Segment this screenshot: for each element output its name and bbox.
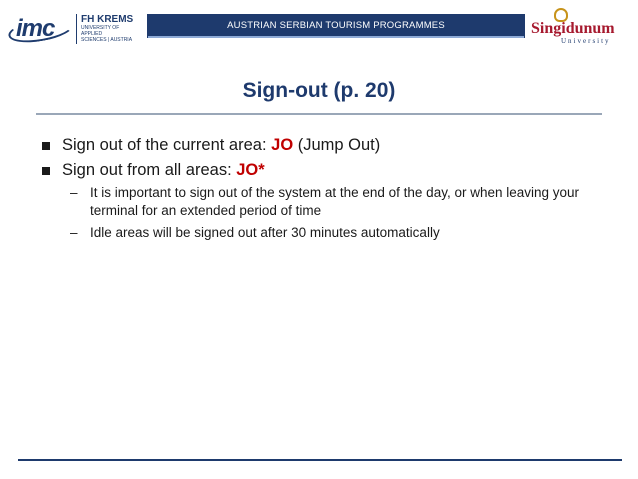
bullet-current-area: [40, 134, 610, 156]
command-code: JO: [271, 136, 294, 154]
bullet-text: Sign out from all areas:: [62, 161, 237, 179]
banner-accent-line: [148, 36, 524, 38]
title-divider: [36, 113, 602, 115]
header: [0, 0, 638, 50]
square-bullet-icon: [42, 142, 50, 150]
singidunum-sub: University: [561, 37, 611, 45]
fh-logo-line1: FH KREMS: [81, 14, 134, 25]
fh-krems-logo: [76, 14, 138, 44]
singidunum-logo: [531, 8, 635, 48]
slide-title: Sign-out (p. 20): [242, 79, 396, 102]
singidunum-name: Singidunum: [531, 20, 615, 37]
bullet-all-areas: [40, 159, 610, 181]
imc-logo-text: imc: [16, 15, 55, 42]
sub-bullet-sign-out-advice: [70, 184, 610, 220]
programme-banner: AUSTRIAN SERBIAN TOURISM PROGRAMMES: [147, 14, 525, 38]
command-code: JO*: [236, 161, 265, 179]
slide-content: [40, 134, 610, 246]
sub-bullet-idle-timeout: [70, 224, 610, 242]
bullet-text: Sign out of the current area:: [62, 136, 272, 154]
imc-logo: [8, 17, 74, 43]
square-bullet-icon: [42, 167, 50, 175]
dash-bullet-icon: –: [70, 185, 78, 200]
fh-logo-line2: UNIVERSITY OF APPLIED: [81, 25, 120, 37]
bullet-suffix: (Jump Out): [293, 136, 381, 154]
sub-bullet-list: [70, 184, 610, 242]
sub-bullet-text: Idle areas will be signed out after 30 minutes automatically: [90, 225, 440, 240]
fh-logo-line3: SCIENCES | AUSTRIA: [81, 37, 133, 43]
sub-bullet-text: It is important to sign out of the system at the end of the day, or when leaving your terminal for an extended period of time: [90, 185, 580, 218]
dash-bullet-icon: –: [70, 225, 78, 240]
footer-divider: [18, 459, 622, 461]
